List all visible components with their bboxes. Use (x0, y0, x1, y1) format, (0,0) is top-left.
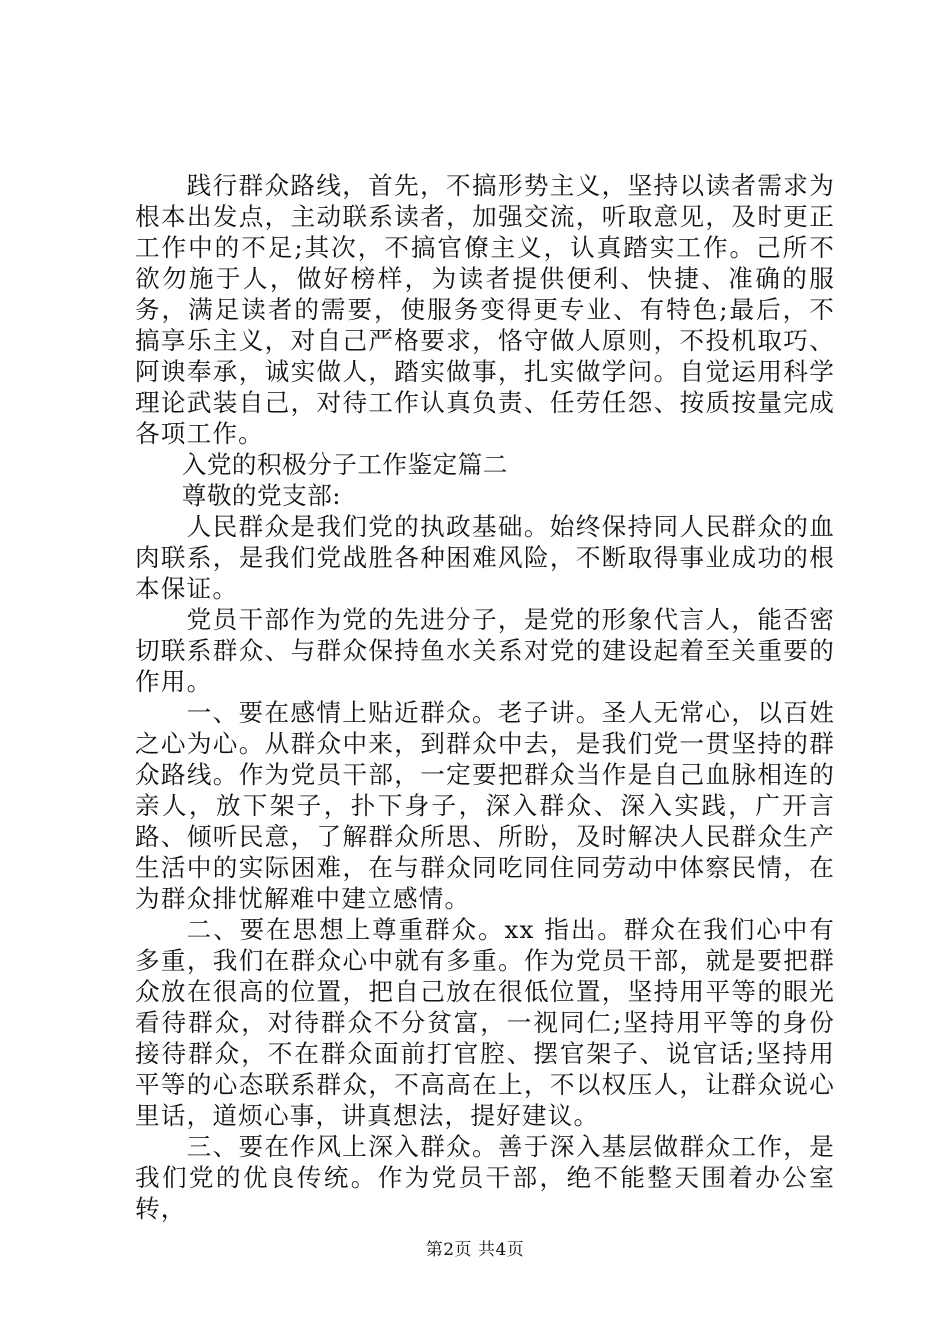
paragraph-intro: 践行群众路线，首先，不搞形势主义，坚持以读者需求为根本出发点，主动联系读者，加强交流，听取意见，及时更正工作中的不足;其次，不搞官僚主义，认真踏实工作。己所不欲勿施于人，做好榜样，为读者提供便利、快捷、准确的服务，满足读者的需要，使服务变得更专业、有特色;最后，不搞享乐主义，对自己严格要求，恪守做人原则，不投机取巧、阿谀奉承，诚实做人，踏实做事，扎实做学问。自觉运用科学理论武装自己，对待工作认真负责、任劳任怨、按质按量完成各项工作。 (135, 171, 835, 448)
paragraph-cadres: 党员干部作为党的先进分子，是党的形象代言人，能否密切联系群众、与群众保持鱼水关系对党的建设起着至关重要的作用。 (135, 605, 835, 696)
paragraph-point-one: 一、要在感情上贴近群众。老子讲。圣人无常心，以百姓之心为心。从群众中来，到群众中去，是我们党一贯坚持的群众路线。作为党员干部，一定要把群众当作是自己血脉相连的亲人，放下架子，扑下身子，深入群众、深入实践，广开言路、倾听民意，了解群众所思、所盼，及时解决人民群众生产生活中的实际困难，在与群众同吃同住同劳动中体察民情，在为群众排忧解难中建立感情。 (135, 698, 835, 913)
section-heading: 入党的积极分子工作鉴定篇二 (181, 450, 508, 479)
document-body (135, 170, 835, 1224)
paragraph-point-two: 二、要在思想上尊重群众。xx 指出。群众在我们心中有多重，我们在群众心中就有多重。作为党员干部，就是要把群众放在很高的位置，把自己放在很低位置，坚持用平等的眼光看待群众，对待群众不分贫富，一视同仁;坚持用平等的身份接待群众，不在群众面前打官腔、摆官架子、说官话;坚持用平等的心态联系群众，不高高在上，不以权压人，让群众说心里话，道烦心事，讲真想法，提好建议。 (135, 915, 835, 1130)
page-number-footer: 第2页 共4页 (425, 1240, 525, 1260)
salutation: 尊敬的党支部: (181, 481, 342, 510)
paragraph-point-three: 三、要在作风上深入群众。善于深入基层做群众工作，是我们党的优良传统。作为党员干部，绝不能整天围着办公室转， (135, 1132, 835, 1223)
paragraph-foundation: 人民群众是我们党的执政基础。始终保持同人民群众的血肉联系，是我们党战胜各种困难风险，不断取得事业成功的根本保证。 (135, 512, 835, 603)
